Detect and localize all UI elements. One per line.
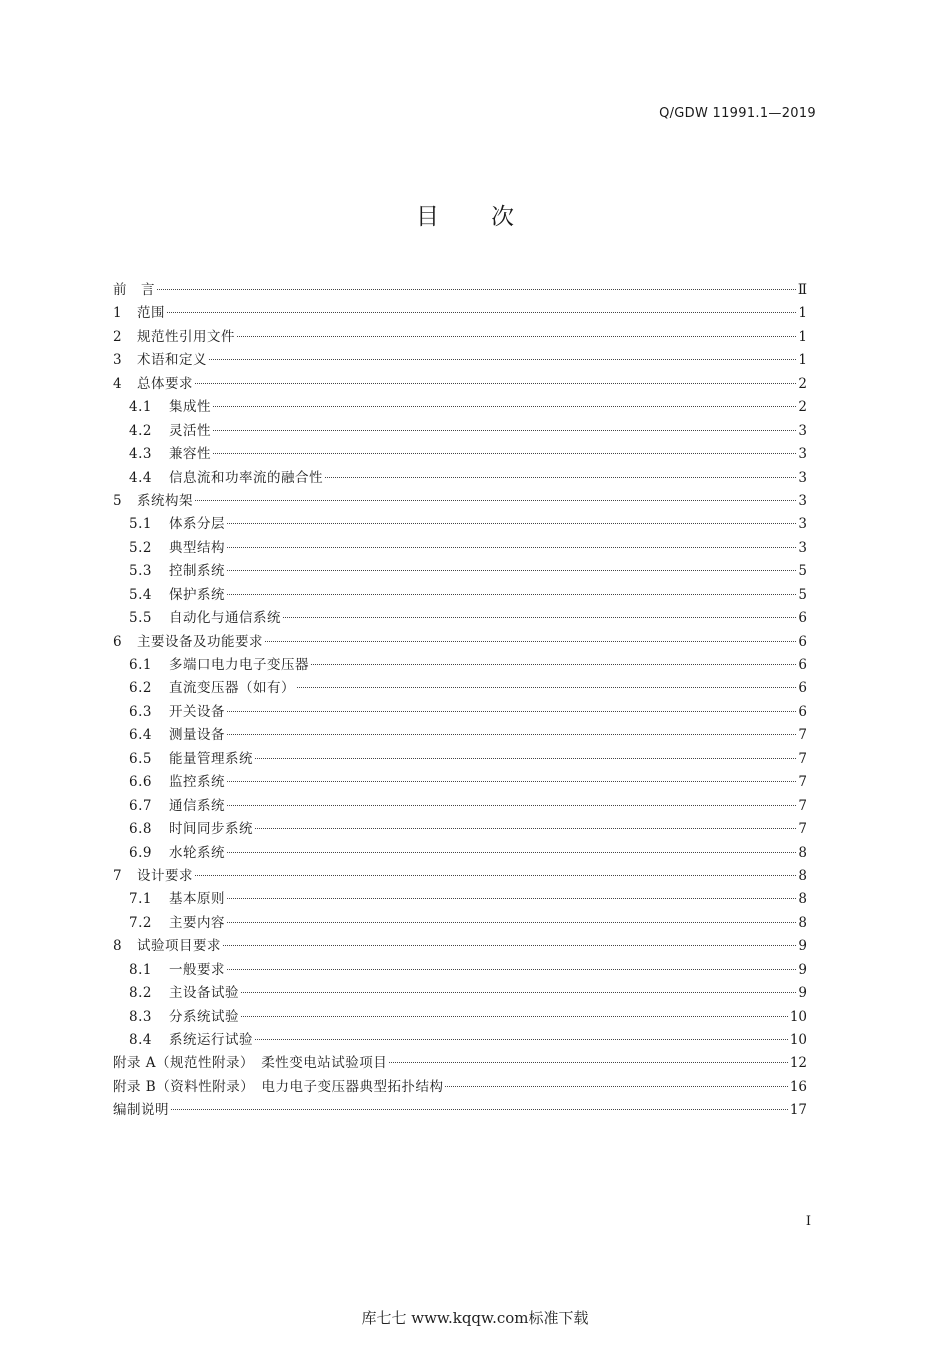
toc-entry-number: 6.4 — [129, 727, 152, 744]
toc-entry-label: 兼容性 — [169, 446, 211, 463]
toc-entry-number: 5.4 — [129, 586, 152, 603]
toc-entry-label: 系统构架 — [137, 492, 193, 509]
toc-entry-page: 9 — [798, 938, 807, 955]
toc-entry-number: 1 — [113, 305, 123, 322]
toc-entry-label: 范围 — [137, 305, 165, 322]
toc-entry[interactable] — [113, 935, 807, 958]
toc-entry-page: 6 — [798, 633, 807, 650]
toc-dot-leader — [227, 969, 796, 970]
toc-entry-page: 3 — [798, 539, 807, 556]
toc-dot-leader — [227, 852, 796, 853]
toc-entry-page: 16 — [789, 1078, 807, 1095]
toc-entry-number: 4.4 — [129, 469, 152, 486]
toc-entry-number: 6.5 — [129, 750, 152, 767]
toc-entry-number: 3 — [113, 352, 123, 369]
toc-dot-leader — [227, 523, 796, 524]
toc-dot-leader — [195, 383, 796, 384]
toc-dot-leader — [297, 687, 796, 688]
toc-entry-number: 8.1 — [129, 961, 152, 978]
toc-entry-number: 8 — [113, 938, 123, 955]
toc-entry-label: 主要设备及功能要求 — [137, 633, 263, 650]
toc-entry-number: 6.3 — [129, 703, 152, 720]
toc-dot-leader — [227, 781, 796, 782]
toc-entry[interactable] — [113, 1076, 807, 1099]
toc-dot-leader — [255, 1039, 788, 1040]
toc-entry-label: 能量管理系统 — [169, 750, 253, 767]
toc-dot-leader — [227, 570, 796, 571]
toc-entry-label: 编制说明 — [113, 1102, 169, 1119]
toc-entry-number: 7.1 — [129, 891, 152, 908]
toc-entry-page: 12 — [789, 1055, 807, 1072]
toc-entry-label: 测量设备 — [169, 727, 225, 744]
toc-dot-leader — [237, 336, 796, 337]
toc-entry-label: 时间同步系统 — [169, 821, 253, 838]
toc-entry[interactable] — [113, 420, 807, 443]
toc-entry-number: 2 — [113, 328, 123, 345]
document-code: Q/GDW 11991.1—2019 — [659, 106, 816, 121]
toc-entry-label: 试验项目要求 — [137, 938, 221, 955]
toc-entry[interactable] — [113, 982, 807, 1005]
toc-entry-page: 3 — [798, 516, 807, 533]
toc-entry-page: 6 — [798, 657, 807, 673]
toc-entry-page: 7 — [798, 797, 807, 814]
toc-entry-label: 附录 A（规范性附录） 柔性变电站试验项目 — [113, 1055, 388, 1072]
toc-entry-page: 2 — [798, 399, 807, 416]
toc-entry-number: 4.1 — [129, 399, 152, 416]
toc-entry[interactable] — [113, 490, 807, 513]
toc-entry-label: 水轮系统 — [169, 844, 225, 861]
toc-entry-page: 17 — [789, 1102, 807, 1119]
toc-entry-number: 6.7 — [129, 797, 152, 814]
toc-entry[interactable] — [113, 701, 807, 724]
toc-entry-page: 1 — [798, 328, 807, 345]
toc-entry[interactable] — [113, 607, 807, 630]
toc-entry-label: 分系统试验 — [169, 1008, 239, 1025]
toc-entry-page: 7 — [798, 750, 807, 767]
toc-entry-label: 控制系统 — [169, 563, 225, 580]
toc-entry-page: 3 — [798, 446, 807, 463]
toc-entry[interactable] — [113, 349, 807, 372]
toc-entry-label: 设计要求 — [137, 867, 193, 884]
toc-entry-label: 自动化与通信系统 — [169, 610, 281, 627]
toc-entry-label: 通信系统 — [169, 797, 225, 814]
toc-entry[interactable] — [113, 1052, 807, 1075]
toc-entry-number: 6.1 — [129, 657, 152, 673]
toc-entry[interactable] — [113, 1099, 807, 1122]
toc-entry-page: 10 — [789, 1032, 807, 1048]
toc-dot-leader — [227, 805, 796, 806]
toc-entry[interactable] — [113, 654, 807, 677]
toc-entry-number: 5 — [113, 492, 123, 509]
toc-entry-page: 3 — [798, 422, 807, 439]
toc-dot-leader — [167, 312, 796, 313]
toc-entry-label: 多端口电力电子变压器 — [169, 657, 309, 673]
title-char-1: 目 — [416, 204, 439, 230]
toc-dot-leader — [227, 547, 796, 548]
toc-entry[interactable] — [113, 865, 807, 888]
toc-entry-page: 1 — [798, 305, 807, 322]
toc-dot-leader — [255, 758, 796, 759]
toc-entry-page: 5 — [798, 586, 807, 603]
toc-entry-number: 8.3 — [129, 1008, 152, 1025]
page-number: I — [805, 1214, 811, 1229]
toc-entry-label: 基本原则 — [169, 891, 225, 908]
toc-dot-leader — [227, 711, 796, 712]
toc-entry[interactable] — [113, 467, 807, 490]
toc-entry-page: 8 — [798, 891, 807, 908]
toc-entry-label: 主设备试验 — [169, 985, 239, 1002]
toc-dot-leader — [209, 359, 796, 360]
title-char-2: 次 — [491, 204, 514, 230]
toc-entry-number: 8.2 — [129, 985, 152, 1002]
toc-entry[interactable] — [113, 677, 807, 700]
toc-entry-number: 6 — [113, 633, 123, 650]
toc-entry[interactable] — [113, 279, 807, 302]
page-title — [0, 198, 930, 231]
toc-entry-label: 灵活性 — [169, 422, 211, 439]
toc-entry-page: 7 — [798, 774, 807, 791]
toc-entry-number: 5.1 — [129, 516, 152, 533]
toc-dot-leader — [389, 1062, 788, 1063]
toc-entry[interactable] — [113, 1006, 807, 1029]
toc-dot-leader — [255, 828, 796, 829]
toc-entry-label: 监控系统 — [169, 774, 225, 791]
toc-dot-leader — [223, 945, 796, 946]
toc-entry[interactable] — [113, 302, 807, 325]
toc-entry[interactable] — [113, 1029, 807, 1052]
toc-entry-number: 5.5 — [129, 610, 152, 627]
toc-entry-number: 6.2 — [129, 680, 152, 697]
toc-entry-number: 6.6 — [129, 774, 152, 791]
toc-entry-label: 直流变压器（如有） — [169, 680, 295, 697]
toc-dot-leader — [227, 898, 796, 899]
toc-entry-page: Ⅱ — [797, 282, 807, 298]
toc-entry-page: 3 — [798, 492, 807, 509]
toc-entry[interactable] — [113, 396, 807, 419]
toc-entry-page: 10 — [789, 1008, 807, 1025]
toc-entry-page: 9 — [798, 985, 807, 1002]
toc-entry-label: 开关设备 — [169, 703, 225, 720]
toc-entry-number: 5.3 — [129, 563, 152, 580]
toc-entry-page: 2 — [798, 375, 807, 392]
toc-entry[interactable] — [113, 748, 807, 771]
toc-entry[interactable] — [113, 818, 807, 841]
toc-entry-number: 5.2 — [129, 539, 152, 556]
toc-entry-label: 典型结构 — [169, 539, 225, 556]
toc-dot-leader — [325, 477, 796, 478]
toc-dot-leader — [311, 664, 796, 665]
toc-entry-number: 6.9 — [129, 844, 152, 861]
toc-dot-leader — [213, 453, 796, 454]
toc-entry-label: 集成性 — [169, 399, 211, 416]
toc-entry-page: 3 — [798, 469, 807, 486]
toc-entry-number: 8.4 — [129, 1032, 152, 1048]
toc-dot-leader — [227, 734, 796, 735]
toc-entry-label: 规范性引用文件 — [137, 328, 235, 345]
toc-entry-number: 4.2 — [129, 422, 152, 439]
toc-entry-page: 7 — [798, 821, 807, 838]
toc-entry-page: 9 — [798, 961, 807, 978]
toc-entry-number: 7.2 — [129, 914, 152, 931]
toc-entry-label: 术语和定义 — [137, 352, 207, 369]
toc-dot-leader — [157, 289, 796, 290]
toc-dot-leader — [213, 430, 796, 431]
toc-entry-page: 8 — [798, 914, 807, 931]
toc-entry[interactable] — [113, 771, 807, 794]
toc-entry-number: 7 — [113, 867, 123, 884]
toc-entry[interactable] — [113, 373, 807, 396]
toc-dot-leader — [265, 641, 796, 642]
toc-entry-number: 6.8 — [129, 821, 152, 838]
toc-entry[interactable] — [113, 795, 807, 818]
toc-entry-label: 总体要求 — [137, 375, 193, 392]
toc-dot-leader — [445, 1086, 787, 1087]
toc-entry-page: 6 — [798, 680, 807, 697]
toc-entry[interactable] — [113, 537, 807, 560]
toc-entry-label: 体系分层 — [169, 516, 225, 533]
toc-dot-leader — [195, 875, 796, 876]
toc-entry[interactable] — [113, 842, 807, 865]
toc-dot-leader — [227, 922, 796, 923]
toc-dot-leader — [241, 992, 796, 993]
toc-entry[interactable] — [113, 724, 807, 747]
toc-entry-label: 附录 B（资料性附录） 电力电子变压器典型拓扑结构 — [113, 1078, 444, 1095]
toc-entry[interactable] — [113, 912, 807, 935]
toc-dot-leader — [241, 1016, 788, 1017]
toc-entry-label: 保护系统 — [169, 586, 225, 603]
toc-entry-page: 8 — [798, 844, 807, 861]
toc-entry-number: 4 — [113, 375, 123, 392]
toc-entry-page: 6 — [798, 610, 807, 627]
toc-entry-page: 1 — [798, 352, 807, 369]
toc-entry[interactable] — [113, 959, 807, 982]
toc-dot-leader — [195, 500, 796, 501]
toc-entry[interactable] — [113, 584, 807, 607]
toc-entry-page: 7 — [798, 727, 807, 744]
toc-entry-number: 4.3 — [129, 446, 152, 463]
toc-entry[interactable] — [113, 560, 807, 583]
toc-entry-page: 5 — [798, 563, 807, 580]
toc-entry-label: 一般要求 — [169, 961, 225, 978]
toc-entry[interactable] — [113, 326, 807, 349]
toc-dot-leader — [283, 617, 796, 618]
toc-entry-label: 系统运行试验 — [169, 1032, 253, 1048]
table-of-contents — [113, 279, 807, 1123]
toc-dot-leader — [213, 406, 796, 407]
toc-entry-page: 8 — [798, 867, 807, 884]
toc-entry-label: 信息流和功率流的融合性 — [169, 469, 323, 486]
toc-dot-leader — [171, 1109, 788, 1110]
footer-watermark: 库七七 www.kqqw.com标准下载 — [361, 1309, 589, 1327]
toc-entry[interactable] — [113, 443, 807, 466]
toc-entry[interactable] — [113, 888, 807, 911]
toc-entry-page: 6 — [798, 703, 807, 720]
toc-entry[interactable] — [113, 513, 807, 536]
toc-entry-label: 前 言 — [113, 282, 155, 298]
toc-entry[interactable] — [113, 631, 807, 654]
toc-entry-label: 主要内容 — [169, 914, 225, 931]
toc-dot-leader — [227, 594, 796, 595]
